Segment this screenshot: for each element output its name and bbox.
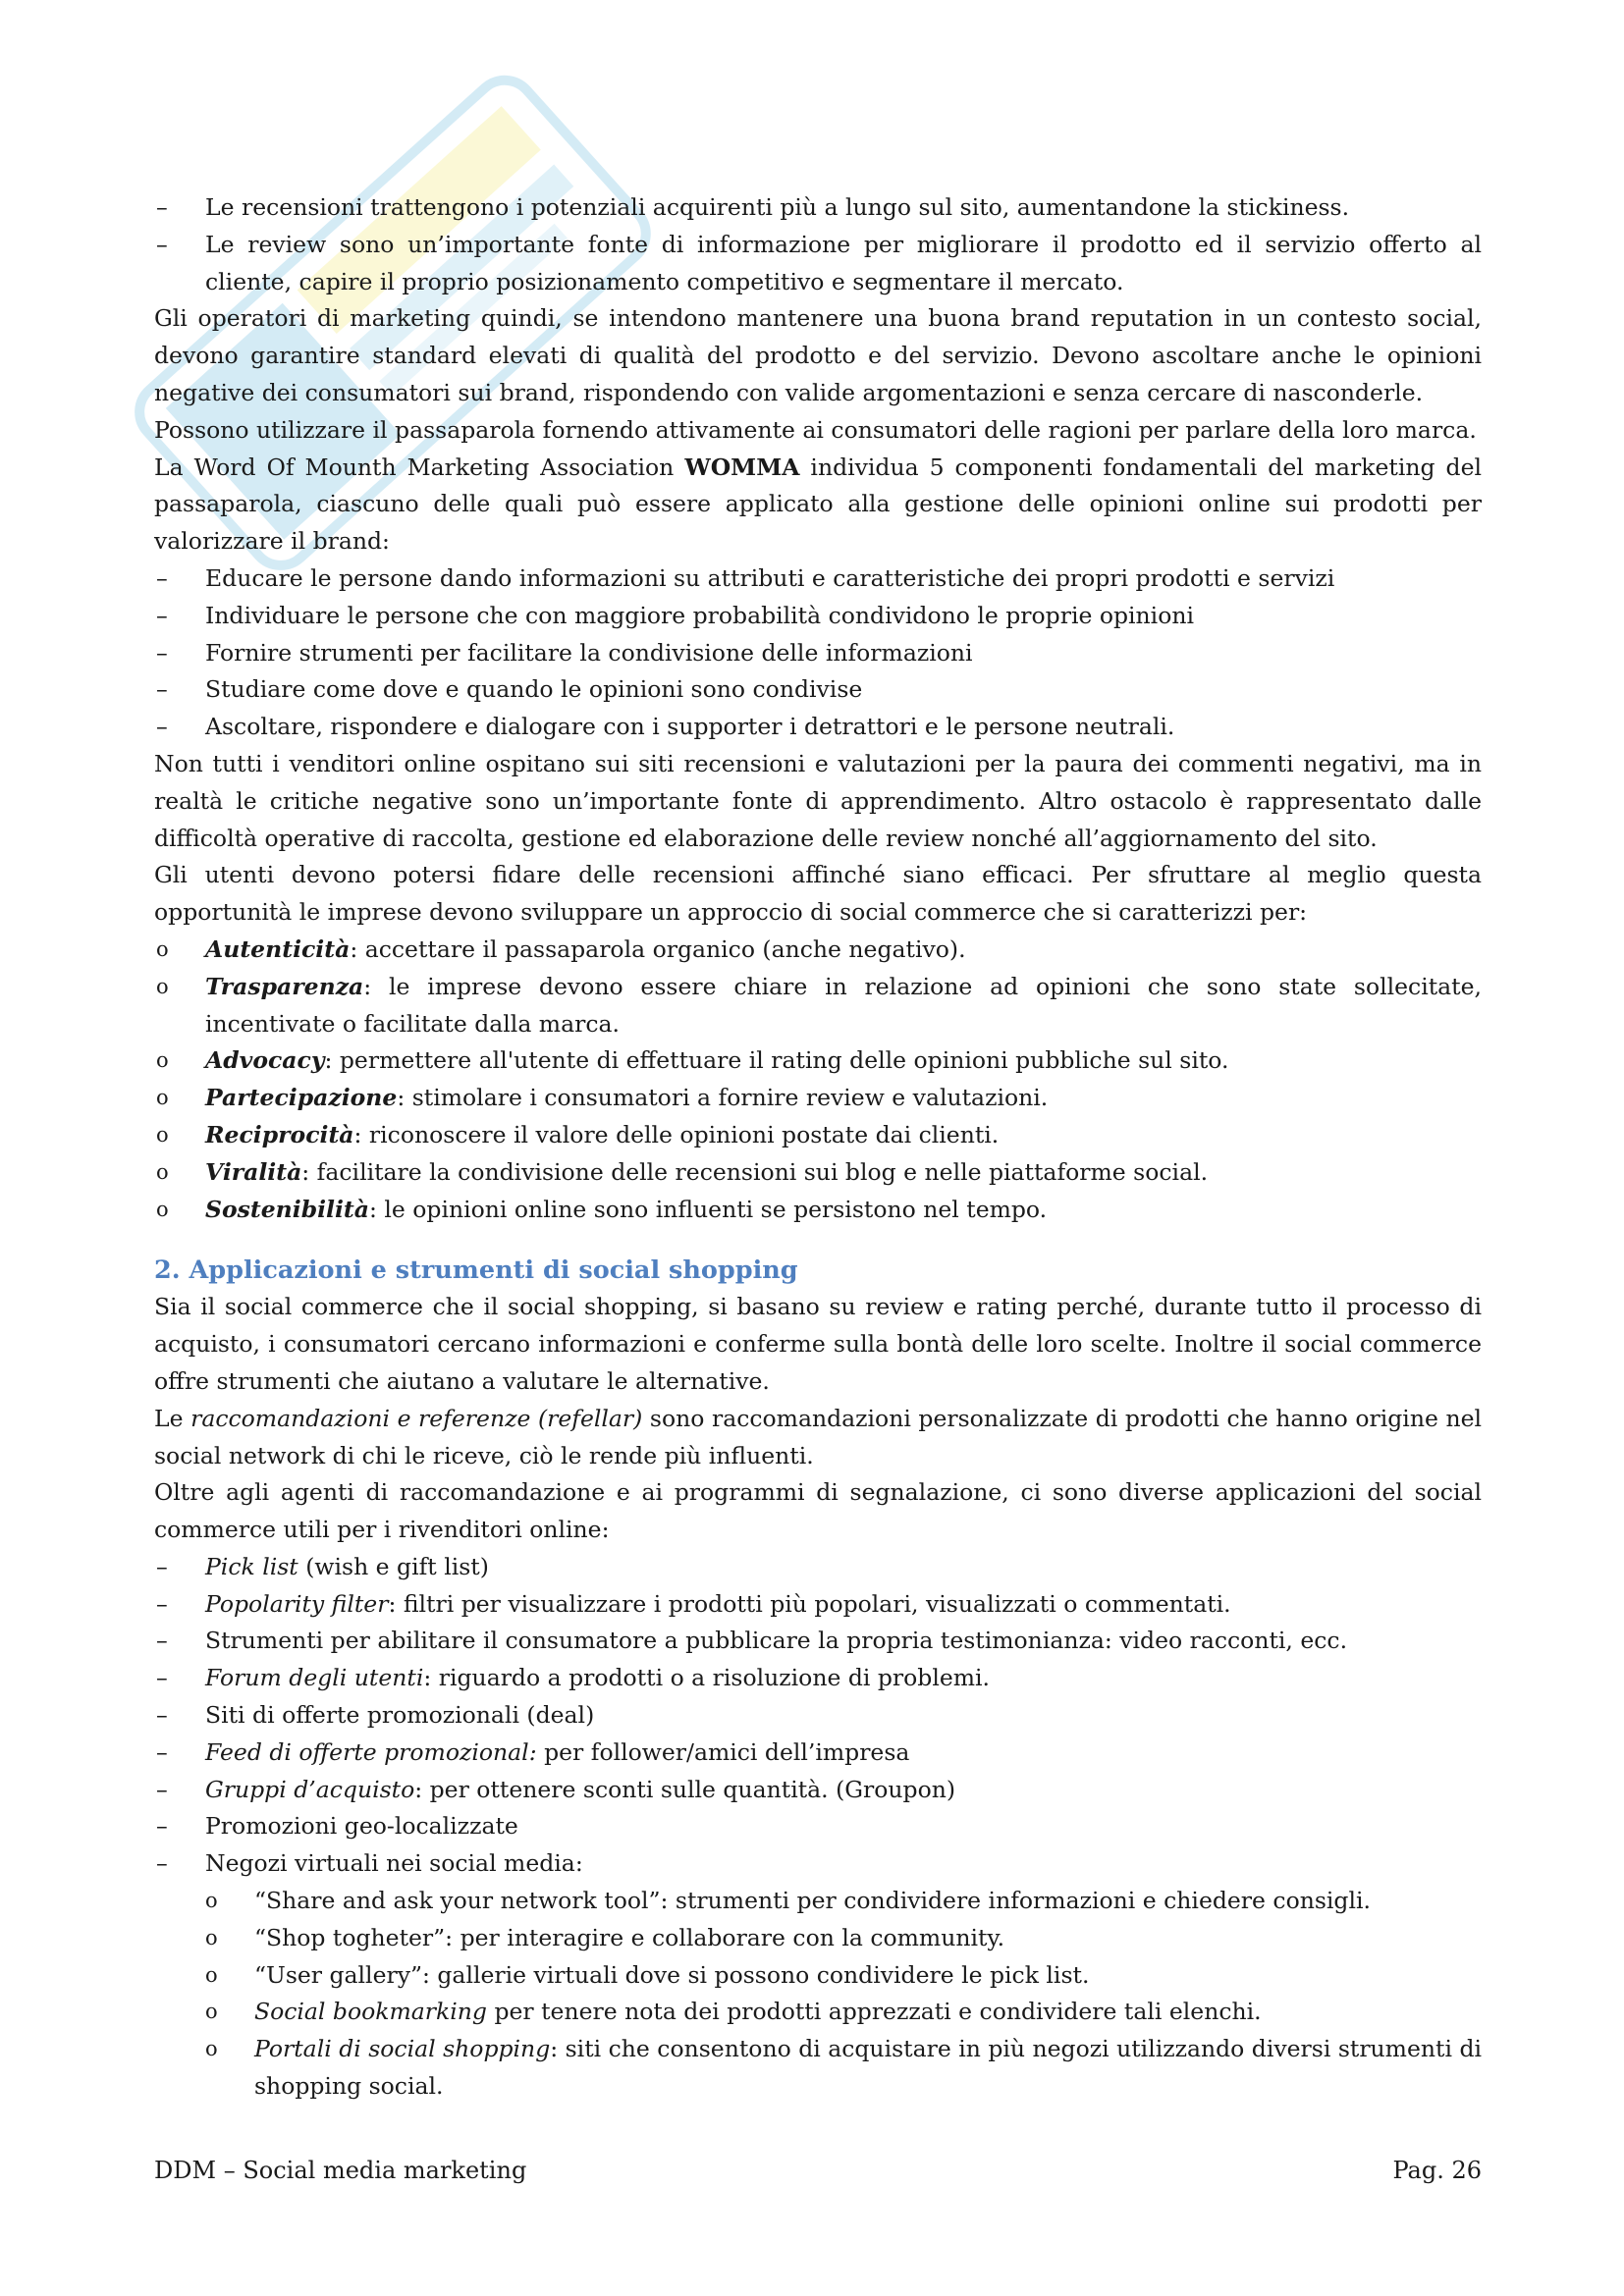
circle-marker: o xyxy=(205,2037,218,2061)
dash-marker: – xyxy=(156,675,168,704)
circle-marker: o xyxy=(156,974,169,998)
list-item: o Advocacy: permettere all'utente di effettuare il rating delle opinioni pubbliche sul sito. xyxy=(154,1042,1482,1080)
dash-marker: – xyxy=(156,1701,168,1730)
list-item: o “User gallery”: gallerie virtuali dove si possono condividere le pick list. xyxy=(154,1957,1482,1995)
dash-marker: – xyxy=(156,563,168,592)
list-item: o Sostenibilità: le opinioni online sono influenti se persistono nel tempo. xyxy=(154,1192,1482,1229)
list-item: – Le review sono un’importante fonte di informazione per migliorare il prodotto ed il servizio offerto al cliente, capire il proprio posizionamento competitivo e segmentare il mercato. xyxy=(154,227,1482,301)
dash-marker: – xyxy=(156,1737,168,1766)
dash-marker: – xyxy=(156,638,168,667)
list-item: o Social bookmarking per tenere nota dei prodotti apprezzati e condividere tali elenchi. xyxy=(154,1994,1482,2031)
paragraph: Gli utenti devono potersi fidare delle recensioni affinché siano efficaci. Per sfruttare al meglio questa opportunità le imprese devono sviluppare un approccio di social commerce che si caratterizzi per: xyxy=(154,861,1482,927)
social-stores-sublist xyxy=(154,1883,1482,2106)
list-item: – Siti di offerte promozionali (deal) xyxy=(154,1697,1482,1735)
paragraph: Oltre agli agenti di raccomandazione e ai programmi di segnalazione, ci sono diverse applicazioni del social commerce utili per i rivenditori online: xyxy=(154,1478,1482,1544)
dash-marker: – xyxy=(156,1849,168,1878)
circle-marker: o xyxy=(156,1159,169,1184)
paragraph: Non tutti i venditori online ospitano sui siti recensioni e valutazioni per la paura dei commenti negativi, ma in realtà le critiche negative sono un’importante fonte di apprendimento. Altro ostacolo è rappresentato dalle difficoltà operative di raccolta, gestione ed elaborazione delle review nonché all’aggiornamento del sito. xyxy=(154,749,1482,852)
circle-marker: o xyxy=(205,1925,218,1949)
dash-marker: – xyxy=(156,1552,168,1580)
intro-bullets xyxy=(154,189,1482,300)
dash-marker: – xyxy=(156,193,168,221)
applications-list xyxy=(154,1549,1482,2106)
circle-marker: o xyxy=(156,1122,169,1147)
list-item: – Negozi virtuali nei social media: xyxy=(154,1845,1482,1883)
list-item: o Partecipazione: stimolare i consumatori a fornire review e valutazioni. xyxy=(154,1080,1482,1117)
list-item: o Reciprocità: riconoscere il valore delle opinioni postate dai clienti. xyxy=(154,1117,1482,1154)
dash-marker: – xyxy=(156,1627,168,1655)
paragraph: La Word Of Mounth Marketing Association WOMMA individua 5 componenti fondamentali del marketing del passaparola, ciascuno delle quali può essere applicato alla gestione delle opinioni online sui prodotti per valorizzare il brand: xyxy=(154,453,1483,556)
list-item: – Individuare le persone che con maggiore probabilità condividono le proprie opinioni xyxy=(154,598,1482,635)
womma-list xyxy=(154,561,1482,746)
list-item: – Gruppi d’acquisto: per ottenere sconti sulle quantità. (Groupon) xyxy=(154,1772,1482,1809)
principles-list xyxy=(154,932,1482,1228)
list-item: – Fornire strumenti per facilitare la condivisione delle informazioni xyxy=(154,635,1482,672)
womma-acronym: WOMMA xyxy=(684,453,800,481)
dash-marker: – xyxy=(156,1589,168,1618)
dash-marker: – xyxy=(156,1664,168,1692)
dash-marker: – xyxy=(156,230,168,258)
list-item: o Viralità: facilitare la condivisione delle recensioni sui blog e nelle piattaforme social. xyxy=(154,1154,1482,1192)
circle-marker: o xyxy=(156,1048,169,1073)
list-item: – Ascoltare, rispondere e dialogare con i supporter i detrattori e le persone neutrali. xyxy=(154,709,1482,746)
page-number: Pag. 26 xyxy=(1392,2157,1482,2184)
dash-marker: – xyxy=(156,713,168,741)
list-item: o “Share and ask your network tool”: strumenti per condividere informazioni e chiedere consigli. xyxy=(154,1883,1482,1920)
dash-marker: – xyxy=(156,601,168,629)
list-item: o Autenticità: accettare il passaparola organico (anche negativo). xyxy=(154,932,1482,969)
circle-marker: o xyxy=(205,1962,218,1987)
dash-marker: – xyxy=(156,1812,168,1841)
circle-marker: o xyxy=(156,936,169,961)
section-heading: 2. Applicazioni e strumenti di social shopping xyxy=(154,1255,798,1286)
paragraph: Possono utilizzare il passaparola fornendo attivamente ai consumatori delle ragioni per parlare della loro marca. xyxy=(154,415,1477,444)
list-item: – Le recensioni trattengono i potenziali acquirenti più a lungo sul sito, aumentandone la stickiness. xyxy=(154,189,1482,227)
list-item: o Portali di social shopping: siti che consentono di acquistare in più negozi utilizzando diversi strumenti di shopping social. xyxy=(154,2031,1482,2106)
footer-title: DDM – Social media marketing xyxy=(154,2157,527,2184)
list-item: o “Shop togheter”: per interagire e collaborare con la community. xyxy=(154,1920,1482,1957)
paragraph: Le raccomandazioni e referenze (refellar) sono raccomandazioni personalizzate di prodotti che hanno origine nel social network di chi le riceve, ciò le rende più influenti. xyxy=(154,1404,1482,1469)
list-item: o Trasparenza: le imprese devono essere chiare in relazione ad opinioni che sono state sollecitate, incentivate o facilitate dalla marca. xyxy=(154,969,1482,1043)
list-item: – Studiare come dove e quando le opinioni sono condivise xyxy=(154,671,1482,709)
paragraph: Sia il social commerce che il social shopping, si basano su review e rating perché, durante tutto il processo di acquisto, i consumatori cercano informazioni e conferme sulla bontà delle loro scelte. Inoltre il social commerce offre strumenti che aiutano a valutare le alternative. xyxy=(154,1293,1482,1395)
list-item: – Popolarity filter: filtri per visualizzare i prodotti più popolari, visualizzati o commentati. xyxy=(154,1586,1482,1624)
list-item: – Strumenti per abilitare il consumatore a pubblicare la propria testimonianza: video racconti, ecc. xyxy=(154,1623,1482,1660)
page-footer xyxy=(154,2154,1482,2187)
circle-marker: o xyxy=(156,1086,169,1110)
list-item: – Pick list (wish e gift list) xyxy=(154,1549,1482,1586)
dash-marker: – xyxy=(156,1775,168,1803)
circle-marker: o xyxy=(156,1197,169,1221)
list-item: – Feed di offerte promozional: per follower/amici dell’impresa xyxy=(154,1735,1482,1772)
list-item: – Promozioni geo-localizzate xyxy=(154,1808,1482,1845)
paragraph: Gli operatori di marketing quindi, se intendono mantenere una buona brand reputation in un contesto social, devono garantire standard elevati di qualità del prodotto e del servizio. Devono ascoltare anche le opinioni negative dei consumatori sui brand, rispondendo con valide argomentazioni e senza cercare di nasconderle. xyxy=(154,304,1482,406)
list-item: – Educare le persone dando informazioni su attributi e caratteristiche dei propri prodotti e servizi xyxy=(154,561,1482,598)
circle-marker: o xyxy=(205,2000,218,2024)
list-item: – Forum degli utenti: riguardo a prodotti o a risoluzione di problemi. xyxy=(154,1660,1482,1697)
page-content xyxy=(154,189,1482,2106)
circle-marker: o xyxy=(205,1889,218,1913)
